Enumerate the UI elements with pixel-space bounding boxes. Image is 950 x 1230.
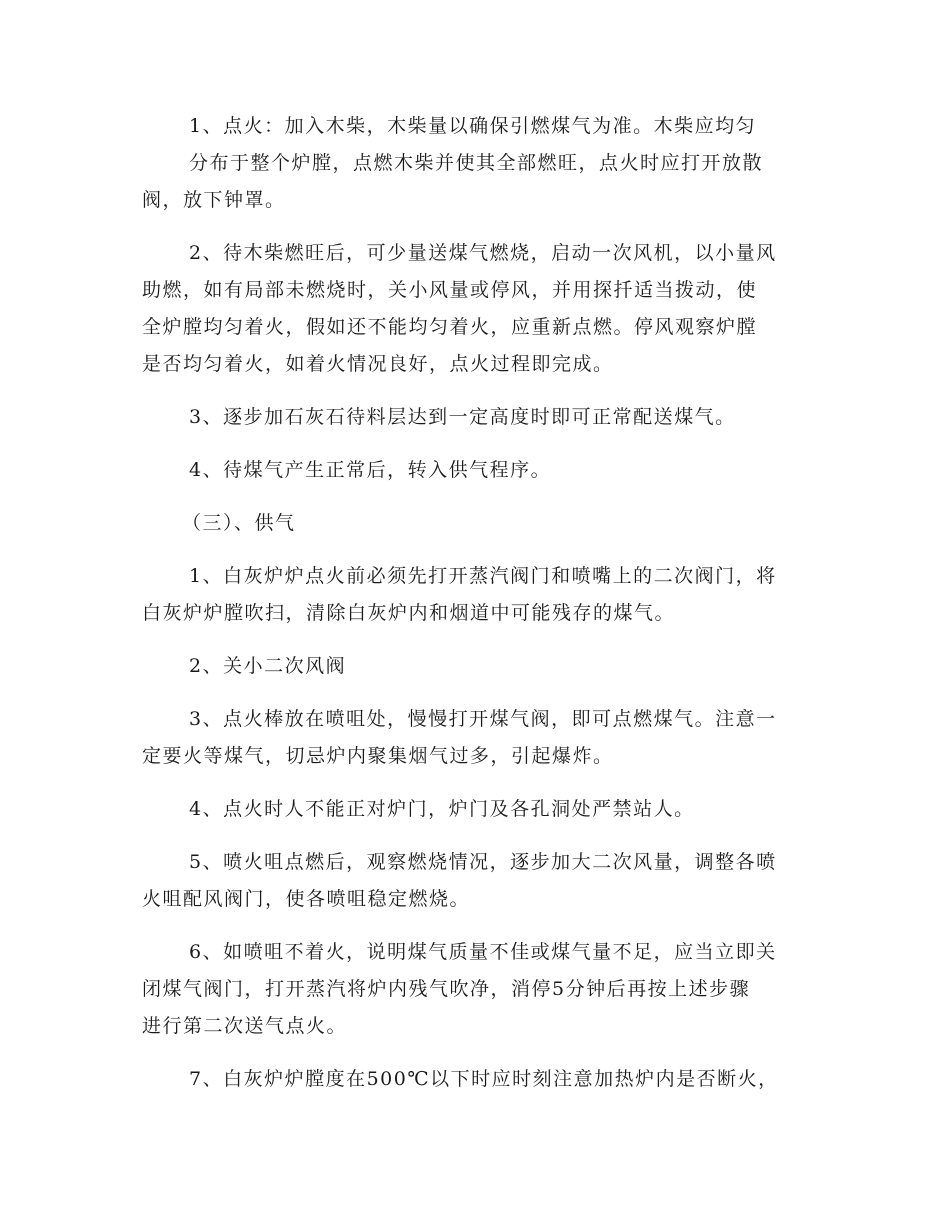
text-line: 5、喷火咀点燃后，观察燃烧情况，逐步加大二次风量，调整各喷 (189, 851, 777, 873)
text-line: 分布于整个炉膛，点燃木柴并使其全部燃旺，点火时应打开放散 (189, 152, 764, 174)
text-line: 阀，放下钟罩。 (142, 189, 286, 211)
text-line: 1、白灰炉炉点火前必须先打开蒸汽阀门和喷嘴上的二次阀门，将 (189, 565, 777, 587)
paragraph-secondary-valve (142, 648, 806, 685)
text-line: 4、点火时人不能正对炉门，炉门及各孔洞处严禁站人。 (189, 798, 695, 820)
paragraph-ignition (142, 108, 806, 219)
paragraph-gas-burning (142, 235, 806, 383)
paragraph-temperature (142, 1061, 806, 1098)
text-line: 1、点火：加入木柴，木柴量以确保引燃煤气为准。木柴应均匀 (189, 115, 757, 137)
paragraph-adjust-air (142, 844, 806, 918)
text-line: 3、逐步加石灰石待料层达到一定高度时即可正常配送煤气。 (189, 406, 736, 428)
text-line: 助燃，如有局部未燃烧时，关小风量或停风，并用探扦适当拨动，使 (142, 279, 758, 301)
section-heading-gas-supply: （三）、供气 (182, 512, 296, 534)
paragraph-misfire (142, 934, 806, 1045)
text-line: 2、待木柴燃旺后，可少量送煤气燃烧，启动一次风机，以小量风 (189, 242, 777, 264)
paragraph-supply-switch (142, 452, 806, 489)
text-line: 3、点火棒放在喷咀处，慢慢打开煤气阀，即可点燃煤气。注意一 (189, 708, 777, 730)
document-page (142, 108, 806, 1114)
paragraph-ignite-rod (142, 701, 806, 775)
paragraph-safety (142, 791, 806, 828)
text-line: 白灰炉炉膛吹扫，清除白灰炉内和烟道中可能残存的煤气。 (142, 602, 676, 624)
text-line: 全炉膛均匀着火，假如还不能均匀着火，应重新点燃。停风观察炉膛 (142, 316, 758, 338)
text-line: 4、待煤气产生正常后，转入供气程序。 (189, 459, 552, 481)
text-line: 2、关小二次风阀 (189, 655, 347, 677)
text-line: 7、白灰炉炉膛度在500℃以下时应时刻注意加热炉内是否断火， (189, 1068, 779, 1090)
text-line: 定要火等煤气，切忌炉内聚集烟气过多，引起爆炸。 (142, 745, 614, 767)
text-line: 火咀配风阀门，使各喷咀稳定燃烧。 (142, 888, 471, 910)
text-line: 闭煤气阀门，打开蒸汽将炉内残气吹净，消停5分钟后再按上述步骤 (142, 978, 751, 1000)
text-line: 进行第二次送气点火。 (142, 1015, 348, 1037)
text-line: 6、如喷咀不着火，说明煤气质量不佳或煤气量不足，应当立即关 (189, 941, 777, 963)
paragraph-limestone (142, 399, 806, 436)
text-line: 是否均匀着火，如着火情况良好，点火过程即完成。 (142, 353, 614, 375)
paragraph-purge (142, 558, 806, 632)
